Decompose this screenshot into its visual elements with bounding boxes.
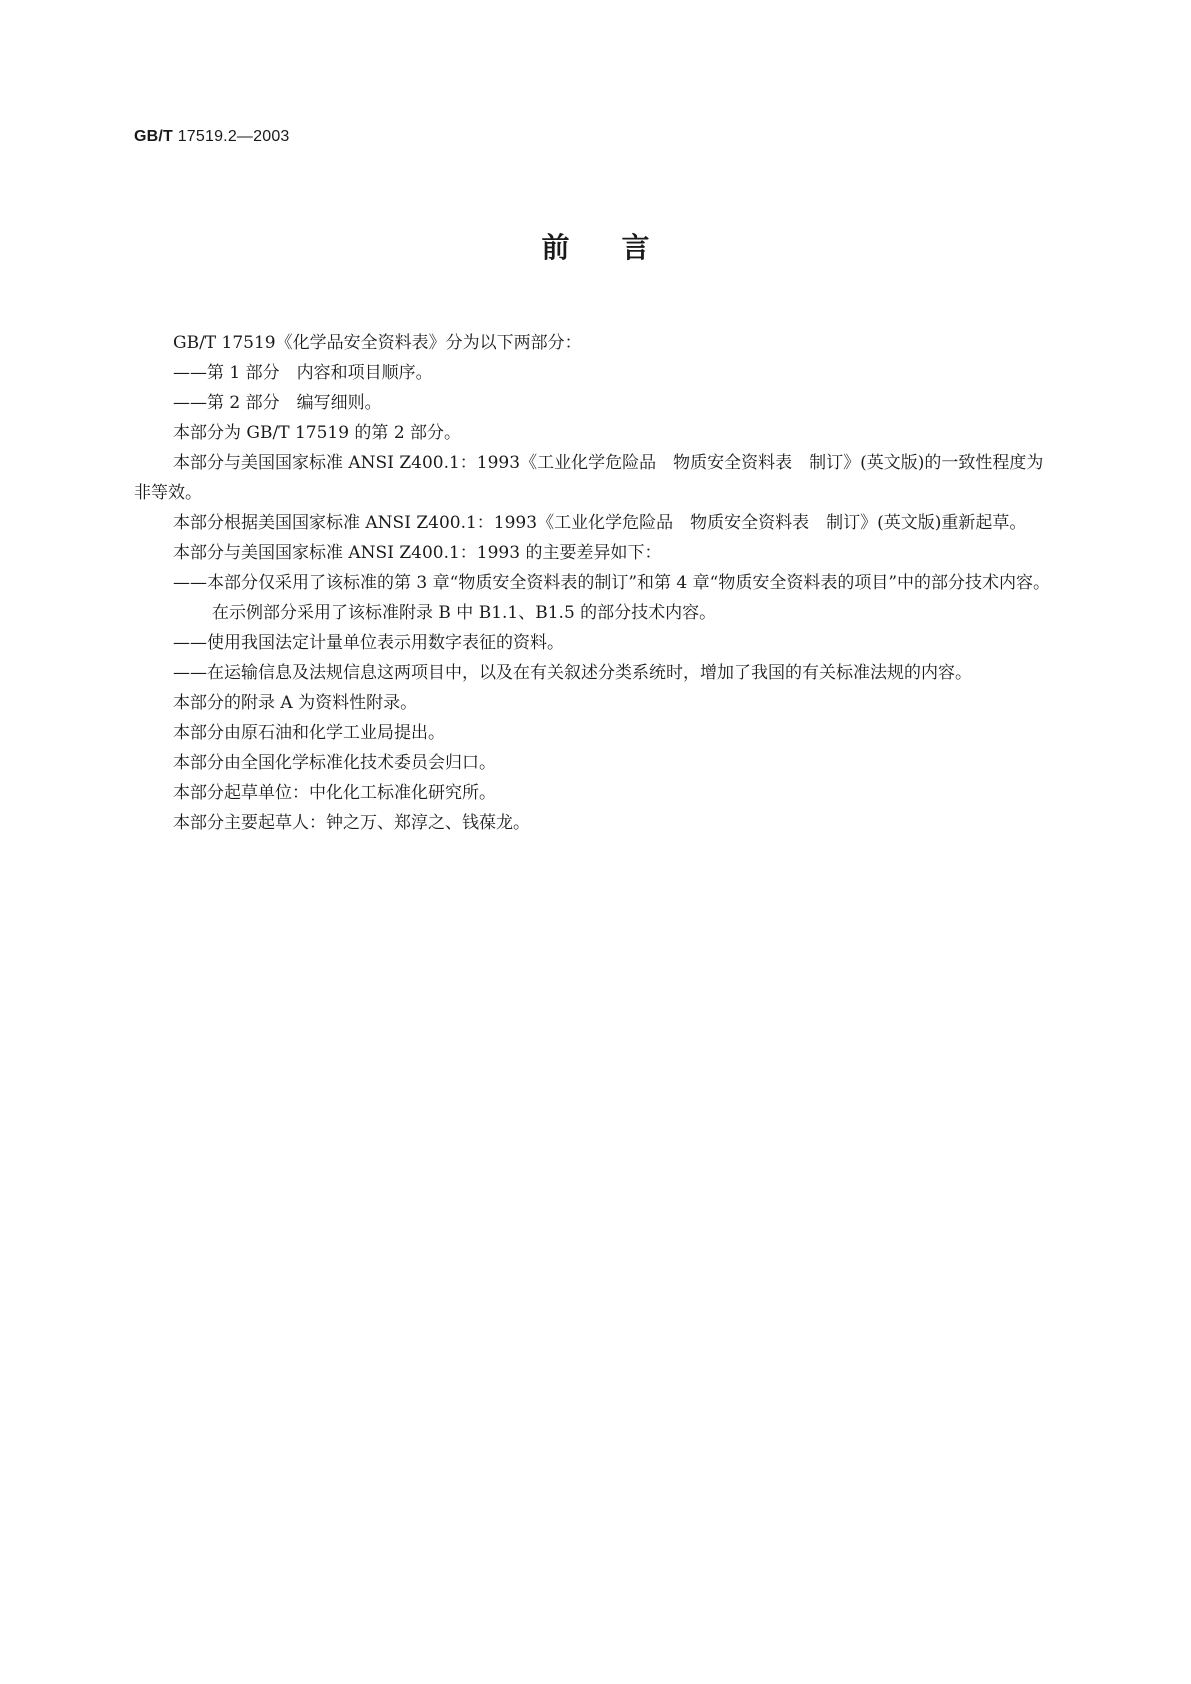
list-item-difference-2: ——使用我国法定计量单位表示用数字表征的资料。: [173, 633, 564, 653]
document-code-number: 17519.2—2003: [177, 128, 290, 145]
paragraph-parts-intro: GB/T 17519《化学品安全资料表》分为以下两部分：: [173, 333, 582, 353]
paragraph-redrafted: 本部分根据美国国家标准 ANSI Z400.1：1993《工业化学危险品 物质安全资料表 制订》(英文版)重新起草。: [173, 513, 1027, 533]
paragraph-managed-by: 本部分由全国化学标准化技术委员会归口。: [173, 753, 496, 773]
paragraph-drafters: 本部分主要起草人：钟之万、郑淳之、钱葆龙。: [173, 813, 530, 833]
paragraph-this-part: 本部分为 GB/T 17519 的第 2 部分。: [173, 423, 462, 443]
document-code: [134, 128, 290, 146]
list-item-difference-1: ——本部分仅采用了该标准的第 3 章“物质安全资料表的制订”和第 4 章“物质安全资料表的项目”中的部分技术内容。在示例部分采用了该标准附录 B 中 B1.1、B1.5 的部分技术内容。: [173, 573, 1051, 623]
paragraph-drafting-unit: 本部分起草单位：中化化工标准化研究所。: [173, 783, 496, 803]
document-code-prefix: GB/T: [134, 128, 174, 145]
page-title: 前言: [541, 231, 702, 264]
foreword-body: [134, 328, 1060, 838]
paragraph-annex: 本部分的附录 A 为资料性附录。: [173, 693, 418, 713]
list-item-difference-3: ——在运输信息及法规信息这两项目中，以及在有关叙述分类系统时，增加了我国的有关标准法规的内容。: [173, 663, 972, 683]
paragraph-proposed-by: 本部分由原石油和化学工业局提出。: [173, 723, 445, 743]
paragraph-consistency: 本部分与美国国家标准 ANSI Z400.1：1993《工业化学危险品 物质安全资料表 制订》(英文版)的一致性程度为非等效。: [134, 453, 1044, 503]
list-item-part-2: ——第 2 部分 编写细则。: [173, 393, 382, 413]
list-item-part-1: ——第 1 部分 内容和项目顺序。: [173, 363, 433, 383]
paragraph-differences-intro: 本部分与美国国家标准 ANSI Z400.1：1993 的主要差异如下：: [173, 543, 662, 563]
